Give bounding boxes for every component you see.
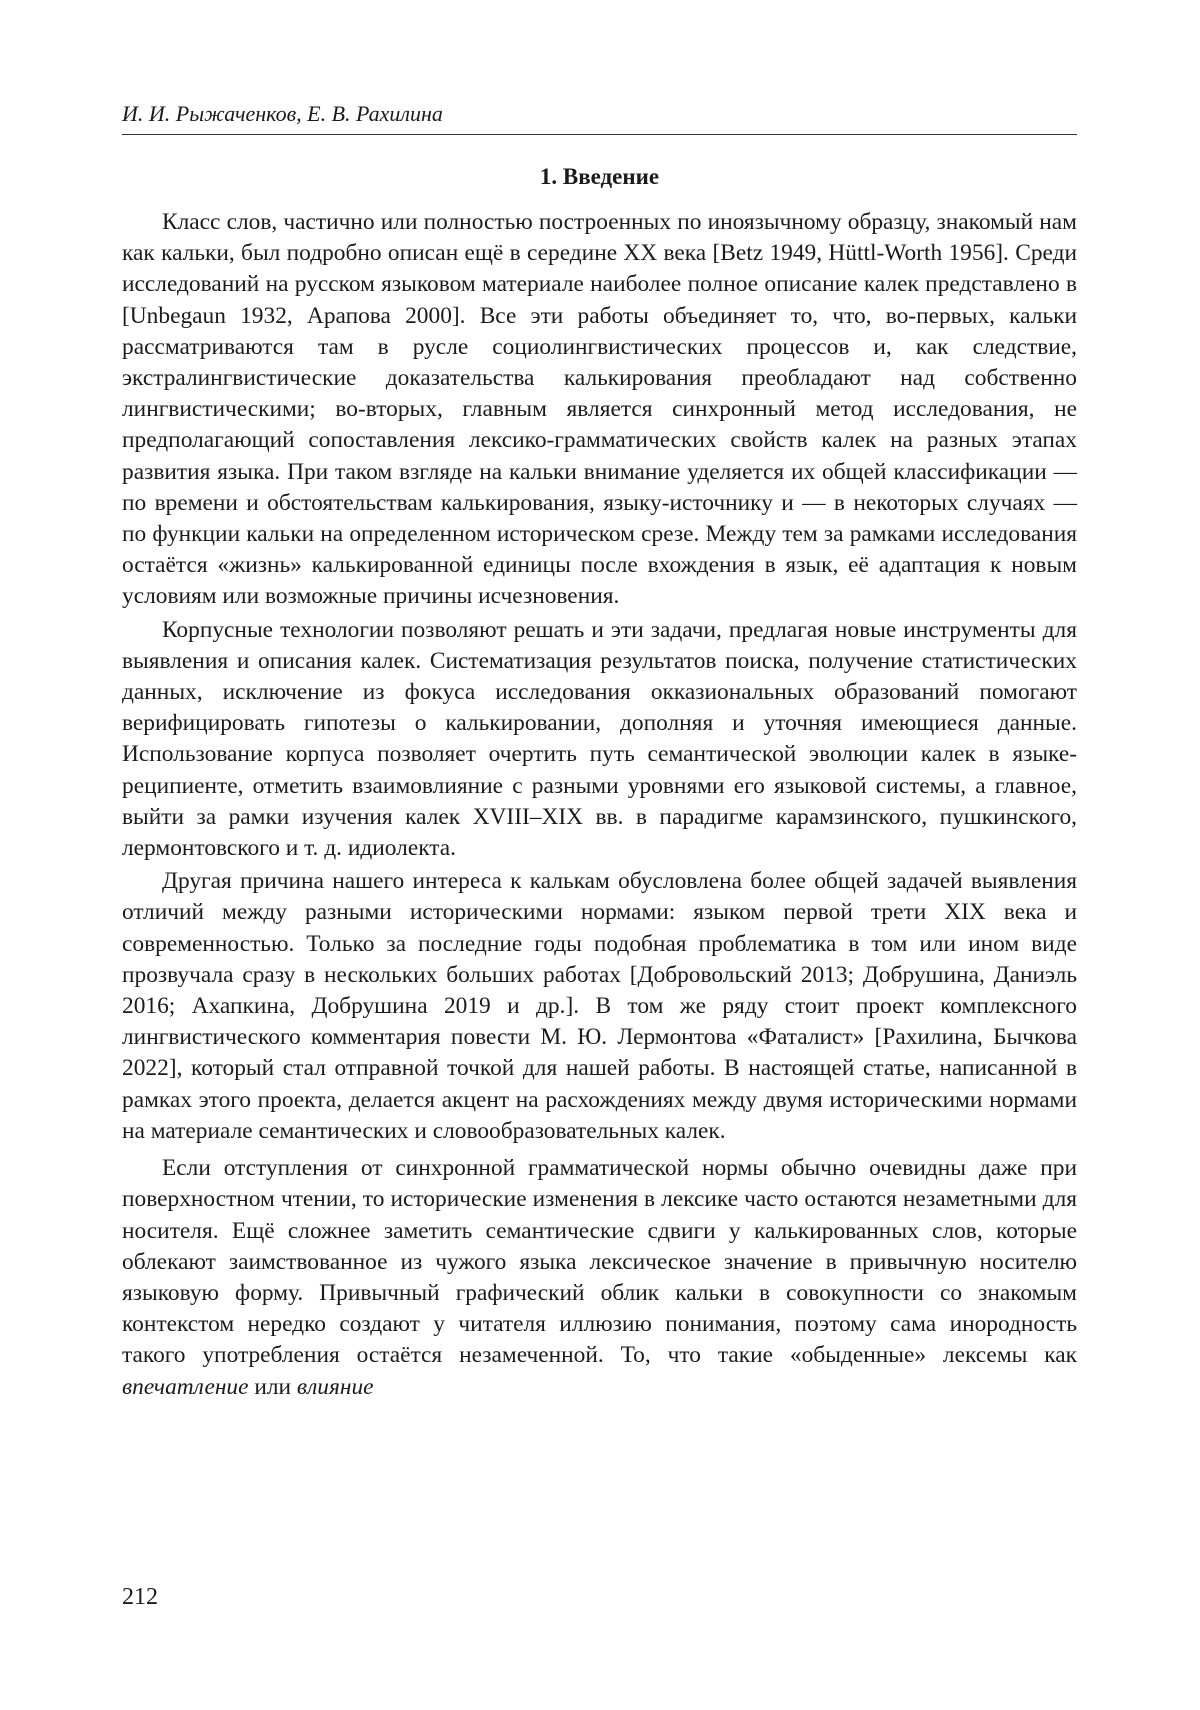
paragraph-3: Другая причина нашего интереса к калькам обусловлена более общей задачей выявления отличий между разными историческими нормами: языком первой трети XIX века и современностью. Только за последние годы подобная проблематика в том или ином виде прозвучала сразу в нескольких больших работах [Добровольский 2013; Добрушина, Даниэль 2016; Ахапкина, Добрушина 2019 и др.]. В том же ряду стоит проект комплексного лингвистического комментария повести М. Ю. Лермонтова «Фаталист» [Рахилина, Бычкова 2022], который стал отправной точкой для нашей работы. В настоящей статье, написанной в рамках этого проекта, делается акцент на расхождениях между двумя историческими нормами на материале семантических и словообразовательных калек.: [122, 868, 1077, 1144]
paragraph-2: Корпусные технологии позволяют решать и эти задачи, предлагая новые инструменты для выявления и описания калек. Систематизация результатов поиска, получение статистических данных, исключение из фокуса исследования окказиональных образований помогают верифицировать гипотезы о калькировании, дополняя и уточняя имеющиеся данные. Использование корпуса позволяет очертить путь семантической эволюции калек в языке-реципиенте, отметить взаимовлияние с разными уровнями его языковой системы, а главное, выйти за рамки изучения калек XVIII–XIX вв. в парадигме карамзинского, пушкинского, лермонтовского и т. д. идиолекта.: [122, 616, 1077, 862]
conjunction-ili: или: [248, 1373, 297, 1400]
paragraph-4: [122, 1153, 1077, 1403]
page-number: 212: [122, 1584, 158, 1610]
term-vpechatlenie: впечатление: [122, 1373, 249, 1400]
header-divider: [122, 134, 1077, 135]
body-text: [122, 207, 1077, 1403]
paragraph-4-text: Если отступления от синхронной грамматической нормы обычно очевидны даже при поверхностном чтении, то исторические изменения в лексике часто остаются незаметными для носителя. Ещё сложнее заметить семантические сдвиги у калькированных слов, которые облекают заимствованное из чужого языка лексическое значение в привычную носителю языковую форму. Привычный графический облик кальки в совокупности со знакомым контекстом нередко создают у читателя иллюзию понимания, поэтому сама инородность такого употребления остаётся незамеченной. То, что такие «обыденные» лексемы как: [122, 1155, 1077, 1369]
paragraph-1: Класс слов, частично или полностью построенных по иноязычному образцу, знакомый нам как кальки, был подробно описан ещё в середине XX века [Betz 1949, Hüttl-Worth 1956]. Среди исследований на русском языковом материале наиболее полное описание калек представлено в [Unbegaun 1932, Арапова 2000]. Все эти работы объединяет то, что, во-первых, кальки рассматриваются там в русле социолингвистических процессов и, как следствие, экстралингвистические доказательства калькирования преобладают над собственно лингвистическими; во-вторых, главным является синхронный метод исследования, не предполагающий сопоставления лексико-грамматических свойств калек на разных этапах развития языка. При таком взгляде на кальки внимание уделяется их общей классификации — по времени и обстоятельствам калькирования, языку-источнику и — в некоторых случаях — по функции кальки на определенном историческом срезе. Между тем за рамками исследования остаётся «жизнь» калькированной единицы после вхождения в язык, её адаптация к новым условиям или возможные причины исчезновения.: [122, 209, 1077, 610]
term-vliyanie: влияние: [296, 1373, 374, 1400]
section-title: 1. Введение: [539, 164, 660, 189]
running-head-authors: И. И. Рыжаченков, Е. В. Рахилина: [122, 101, 443, 126]
